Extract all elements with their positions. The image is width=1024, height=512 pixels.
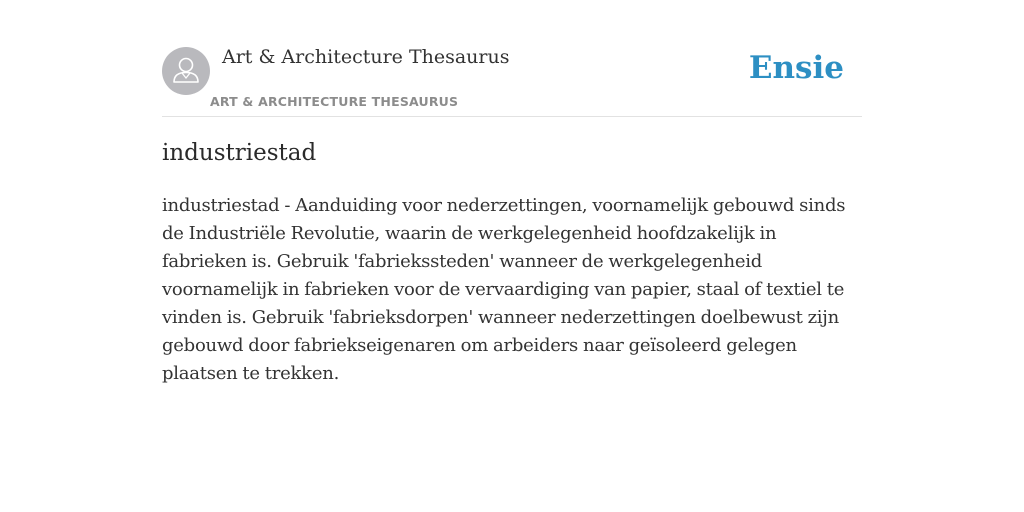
source-subtitle[interactable]: ART & ARCHITECTURE THESAURUS (210, 94, 459, 109)
avatar[interactable] (162, 47, 210, 95)
user-silhouette-icon (162, 47, 210, 95)
source-title[interactable]: Art & Architecture Thesaurus (222, 46, 510, 68)
entry-definition: industriestad - Aanduiding voor nederzettingen, voornamelijk gebouwd sinds de Industriële Revolutie, waarin de werkgelegenheid hoofdzakelijk in fabrieken is. Gebruik 'fabriekssteden' wanneer de werkgelegenheid voornamelijk in fabrieken voor de vervaardiging van papier, staal of textiel te vinden is. Gebruik 'fabrieksdorpen' wanneer nederzettingen doelbewust zijn gebouwd door fabriekseigenaren om arbeiders naar geïsoleerd gelegen plaatsen te trekken. (162, 195, 846, 384)
ensie-logo[interactable]: Ensie (748, 50, 844, 86)
entry-header (162, 40, 862, 117)
entry-term: industriestad (162, 140, 317, 166)
